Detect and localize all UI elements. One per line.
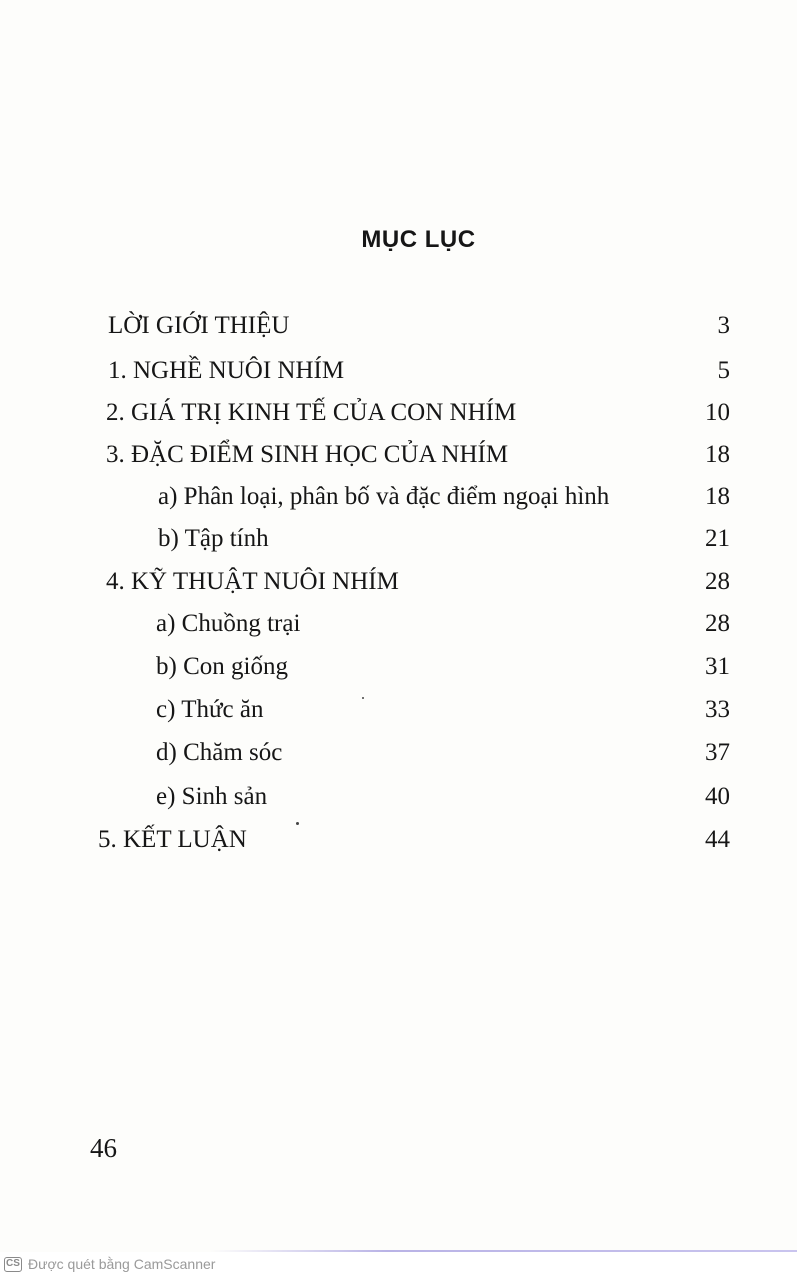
toc-entry-label: a) Phân loại, phân bố và đặc điểm ngoại hình: [158, 483, 610, 510]
toc-entry: [98, 822, 730, 858]
toc-entry-label: 4. KỸ THUẬT NUÔI NHÍM: [106, 568, 399, 595]
toc-entry: [106, 437, 730, 473]
toc-entry-page: 10: [705, 399, 730, 426]
toc-entry: [156, 735, 730, 771]
scan-speck: [362, 697, 364, 699]
page-number: 46: [90, 1133, 117, 1163]
toc-entry: [156, 606, 730, 642]
toc-entry: [108, 308, 730, 344]
toc-entry-page: 3: [717, 312, 730, 339]
toc-entry-label: 2. GIÁ TRỊ KINH TẾ CỦA CON NHÍM: [106, 399, 517, 426]
toc-entry-page: 28: [705, 610, 730, 637]
toc-entry: [156, 649, 730, 685]
toc-entry-label: d) Chăm sóc: [156, 739, 283, 766]
toc-entry-page: 5: [717, 357, 730, 384]
toc-entry-label: b) Con giống: [156, 653, 288, 680]
toc-entry-page: 44: [705, 826, 730, 853]
toc-entry-page: 18: [705, 483, 730, 510]
camscanner-logo-icon: CS: [4, 1257, 22, 1272]
toc-entry-label: 1. NGHỀ NUÔI NHÍM: [108, 357, 345, 384]
toc-entry-label: 3. ĐẶC ĐIỂM SINH HỌC CỦA NHÍM: [106, 441, 509, 468]
toc-entry: [106, 564, 730, 600]
scan-speck: [296, 822, 299, 825]
camscanner-watermark: Được quét bằng CamScanner: [28, 1256, 216, 1272]
toc-entry-label: 5. KẾT LUẬN: [98, 826, 247, 853]
toc-entry-label: c) Thức ăn: [156, 696, 264, 723]
toc-entry-label: b) Tập tính: [158, 525, 269, 552]
toc-title: MỤC LỤC: [361, 226, 476, 253]
toc-entry-page: 28: [705, 568, 730, 595]
toc-entry: [158, 479, 730, 515]
toc-entry: [158, 521, 730, 557]
toc-entry-page: 37: [705, 739, 730, 766]
toc-entry-page: 33: [705, 696, 730, 723]
toc-entry: [156, 692, 730, 728]
toc-entry: [108, 353, 730, 389]
toc-entry-label: a) Chuồng trại: [156, 610, 301, 637]
toc-entry: [156, 779, 730, 815]
toc-entry-label: e) Sinh sản: [156, 783, 268, 810]
toc-entry-page: 21: [705, 525, 730, 552]
toc-entry-page: 40: [705, 783, 730, 810]
toc-entry-label: LỜI GIỚI THIỆU: [108, 312, 290, 339]
toc-entry-page: 18: [705, 441, 730, 468]
toc-entry-page: 31: [705, 653, 730, 680]
toc-entry: [106, 395, 730, 431]
